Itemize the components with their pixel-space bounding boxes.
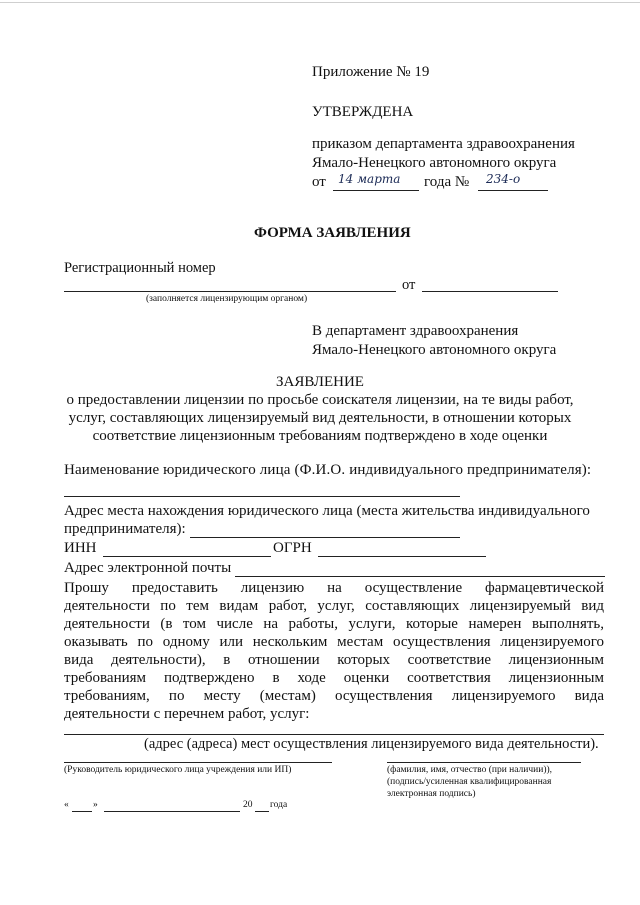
handwritten-number: 234-о xyxy=(486,172,521,186)
organization-name-field[interactable] xyxy=(64,496,460,497)
head-name-field[interactable] xyxy=(64,762,332,763)
statement-subtitle-2: услуг, составляющих лицензируемый вид деятельности, в отношении которых xyxy=(68,410,572,426)
request-paragraph xyxy=(64,579,604,723)
request-line-2: деятельности по тем видам работ, услуг, составляющих лицензируемый вид xyxy=(64,598,604,614)
addressee-line-1: В департамент здравоохранения xyxy=(312,323,519,339)
activity-addresses-field[interactable] xyxy=(64,734,604,735)
statement-subtitle-3: соответствие лицензионным требованиям подтверждено в ходе оценки xyxy=(92,428,548,444)
date-close-quote: » xyxy=(93,800,98,810)
ogrn-label: ОГРН xyxy=(273,540,312,556)
number-underline xyxy=(478,190,548,191)
request-line-4: оказывать по одному или нескольким местам осуществления лицензируемого xyxy=(64,634,604,650)
head-caption: (Руководитель юридического лица учреждения или ИП) xyxy=(64,765,292,775)
date-open-quote: « xyxy=(64,800,69,810)
email-field[interactable] xyxy=(235,576,605,577)
inn-label: ИНН xyxy=(64,540,97,556)
date-year-suffix: года xyxy=(270,800,288,810)
year-number-label: года № xyxy=(424,174,470,190)
date-year-field[interactable] xyxy=(255,811,269,812)
activity-addresses-caption: (адрес (адреса) мест осуществления лицензируемого вида деятельности). xyxy=(144,736,599,752)
email-label: Адрес электронной почты xyxy=(64,560,232,576)
request-line-3: деятельности (в том числе на работы, услуги, которые намерен выполнять, xyxy=(64,616,604,632)
address-label-line-1: Адрес места нахождения юридического лица (места жительства индивидуального xyxy=(64,503,590,519)
inn-field[interactable] xyxy=(103,556,271,557)
date-underline xyxy=(333,190,419,191)
registration-note: (заполняется лицензирующим органом) xyxy=(146,294,308,304)
order-date-prefix: от xyxy=(312,174,326,190)
registration-number-field[interactable] xyxy=(64,291,396,292)
form-title: ФОРМА ЗАЯВЛЕНИЯ xyxy=(254,225,411,241)
handwritten-date: 14 марта xyxy=(338,172,401,186)
addressee-line-2: Ямало-Ненецкого автономного округа xyxy=(312,342,557,358)
date-year-prefix: 20 xyxy=(243,800,253,810)
signature-caption-1: (фамилия, имя, отчество (при наличии)), xyxy=(387,765,553,775)
scan-top-edge xyxy=(0,2,640,3)
request-line-7: требованиям, по месту (местам) осуществления лицензируемого вида xyxy=(64,688,604,704)
statement-title: ЗАЯВЛЕНИЕ xyxy=(276,374,364,390)
registration-from-label: от xyxy=(402,277,416,293)
ogrn-field[interactable] xyxy=(318,556,486,557)
signature-caption-2: (подпись/усиленная квалифицированная xyxy=(387,777,552,787)
registration-label: Регистрационный номер xyxy=(64,260,216,276)
request-line-1: Прошу предоставить лицензию на осуществление фармацевтической xyxy=(64,580,604,596)
request-line-5: вида деятельности), в отношении которых соответствие лицензионным xyxy=(64,652,604,668)
approved-label: УТВЕРЖДЕНА xyxy=(312,104,414,120)
request-line-8: деятельности с перечнем работ, услуг: xyxy=(64,706,310,722)
signature-field[interactable] xyxy=(387,762,581,763)
order-line-1: приказом департамента здравоохранения xyxy=(312,136,575,152)
date-day-field[interactable] xyxy=(72,811,92,812)
address-label-line-2: предпринимателя): xyxy=(64,521,186,537)
appendix-number: Приложение № 19 xyxy=(312,64,430,80)
signature-caption-3: электронная подпись) xyxy=(387,789,476,799)
date-month-field[interactable] xyxy=(104,811,240,812)
organization-name-label: Наименование юридического лица (Ф.И.О. индивидуального предпринимателя): xyxy=(64,462,592,478)
address-field[interactable] xyxy=(190,537,460,538)
statement-subtitle-1: о предоставлении лицензии по просьбе соискателя лицензии, на те виды работ, xyxy=(66,392,574,408)
request-line-6: требованиям подтверждено в ходе оценки соответствия лицензионным xyxy=(64,670,604,686)
registration-date-field[interactable] xyxy=(422,291,558,292)
order-line-2: Ямало-Ненецкого автономного округа xyxy=(312,155,557,171)
